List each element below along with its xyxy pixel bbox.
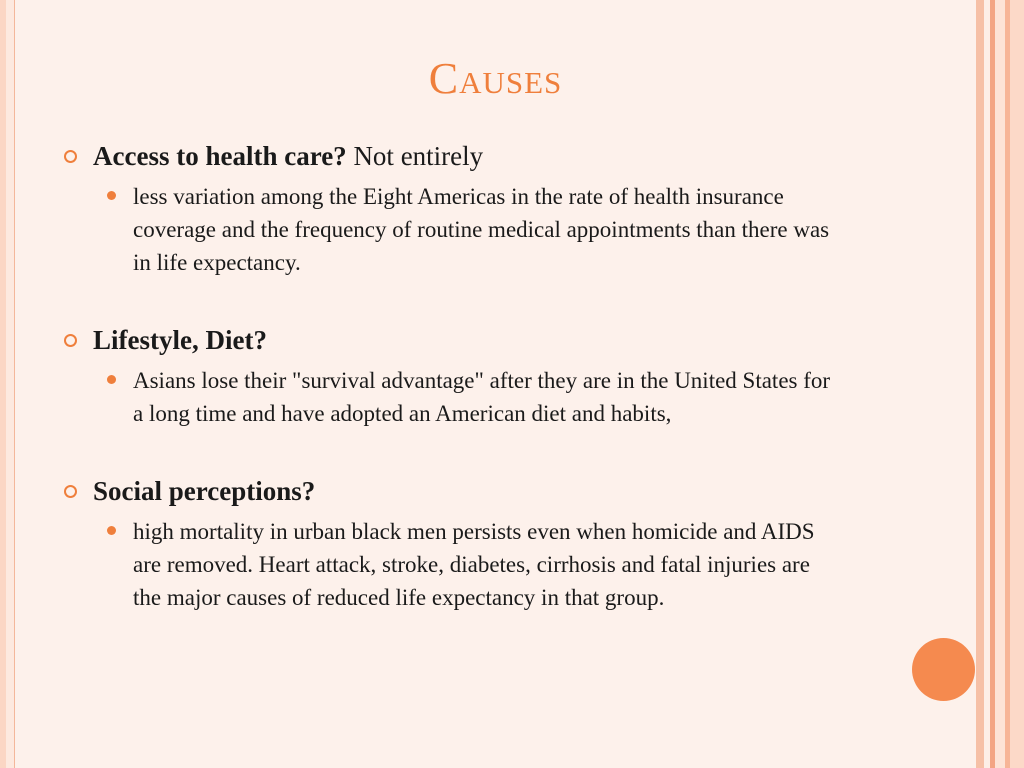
- ring-bullet-icon: [64, 334, 77, 347]
- dot-bullet-icon: [107, 526, 116, 535]
- bullet-item: [60, 473, 920, 509]
- bullet-heading-bold: Access to health care?: [93, 141, 347, 171]
- right-stripe-decoration: [995, 0, 1005, 768]
- bullet-group: [60, 322, 920, 430]
- bullet-list: [60, 138, 920, 657]
- bullet-heading-bold: Social perceptions?: [93, 476, 316, 506]
- sub-bullet-text: high mortality in urban black men persists even when homicide and AIDS are removed. Heart attack, stroke, diabetes, cirrhosis and fatal injuries are the major causes of reduced life expectancy in that group.: [133, 519, 815, 610]
- dot-bullet-icon: [107, 191, 116, 200]
- orange-circle-decoration: [912, 638, 975, 701]
- right-stripe-decoration: [976, 0, 984, 768]
- bullet-group: [60, 138, 920, 279]
- left-frame-border: [0, 0, 15, 768]
- bullet-heading-bold: Lifestyle, Diet?: [93, 325, 267, 355]
- sub-bullet-item: [60, 180, 833, 279]
- sub-bullet-item: [60, 515, 833, 614]
- sub-bullet-text: Asians lose their "survival advantage" after they are in the United States for a long time and have adopted an American diet and habits,: [133, 368, 831, 426]
- bullet-group: [60, 473, 920, 614]
- slide-title: Causes: [428, 54, 563, 103]
- bullet-heading-normal: Not entirely: [346, 141, 484, 171]
- sub-bullet-text: less variation among the Eight Americas in the rate of health insurance coverage and the frequency of routine medical appointments than there was in life expectancy.: [133, 184, 830, 275]
- bullet-item: [60, 138, 920, 174]
- ring-bullet-icon: [64, 485, 77, 498]
- right-stripe-decoration: [1010, 0, 1024, 768]
- dot-bullet-icon: [107, 375, 116, 384]
- ring-bullet-icon: [64, 150, 77, 163]
- sub-bullet-item: [60, 364, 833, 430]
- bullet-item: [60, 322, 920, 358]
